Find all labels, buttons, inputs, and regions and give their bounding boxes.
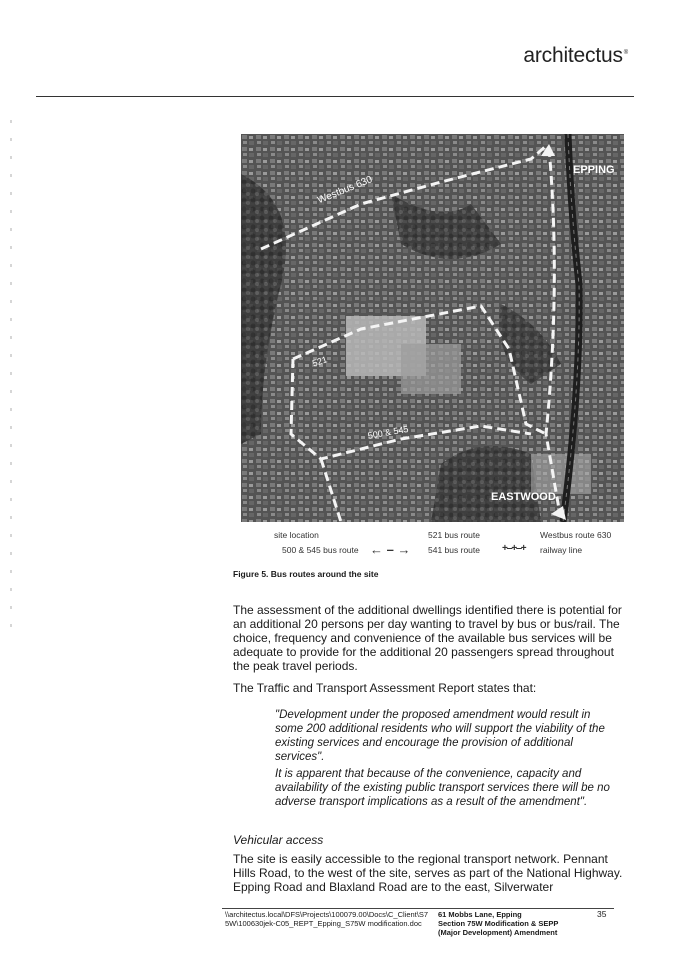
header-rule <box>36 96 634 97</box>
footer-title-line-3: (Major Development) Amendment <box>438 928 558 937</box>
legend-route-500-545: 500 & 545 bus route <box>282 545 359 555</box>
map-label-route-630: Westbus 630 <box>316 174 375 207</box>
page-number: 35 <box>597 909 607 919</box>
body-paragraph-2: The Traffic and Transport Assessment Report states that: <box>233 681 537 695</box>
quote-paragraph-1: "Development under the proposed amendment would result in some 200 additional residents who will support the viability of the existing services and encourage the provision of additional services". <box>275 709 605 763</box>
body-paragraph-3: The site is easily accessible to the regional transport network. Pennant Hills Road, to the west of the site, serves as part of the National Highway. Epping Road and Blaxland Road are to the east, Silverwater <box>233 852 623 894</box>
margin-scan-marks <box>10 120 12 640</box>
aerial-map <box>241 134 624 522</box>
architectus-logo: architectus® <box>523 44 628 67</box>
legend-arrows-icon: ← – → <box>370 542 411 557</box>
figure-caption: Figure 5. Bus routes around the site <box>233 569 379 579</box>
quote-paragraph-2: It is apparent that because of the convenience, capacity and availability of the existing public transport services there will be no adverse transport implications as a result of the amendment". <box>275 768 610 808</box>
legend-railway-line: railway line <box>540 545 583 555</box>
map-label-epping: EPPING <box>573 164 615 176</box>
section-heading: Vehicular access <box>233 833 324 847</box>
map-label-eastwood: EASTWOOD <box>491 491 556 503</box>
map-label-route-521: 521 <box>311 354 329 369</box>
map-label-route-500: 500 & 545 <box>367 423 410 441</box>
footer-document-title <box>438 910 598 937</box>
legend-route-541: 541 bus route <box>428 545 480 555</box>
legend-route-521: 521 bus route <box>428 530 480 540</box>
footer-title-line-1: 61 Mobbs Lane, Epping <box>438 910 522 919</box>
body-paragraph-1: The assessment of the additional dwellings identified there is potential for an additional 20 persons per day wanting to travel by bus or bus/rail. The choice, frequency and convenience of the available bus services will be adequate to provide for the additional 20 passengers spread throughout the peak travel periods. <box>233 603 622 673</box>
footer-title-line-2: Section 75W Modification & SEPP <box>438 919 559 928</box>
legend-site-location: site location <box>274 530 319 540</box>
footer-file-path: \\architectus.local\DFS\Projects\100079.00\Docs\C_Client\S75W\100630jek-C05_REPT_Epping_S75W modification.doc <box>225 910 429 928</box>
legend-railway-icon: +‒+‒+ <box>502 543 526 554</box>
legend-westbus-630: Westbus route 630 <box>540 530 612 540</box>
footer-rule <box>222 908 614 909</box>
map-legend <box>250 530 624 564</box>
